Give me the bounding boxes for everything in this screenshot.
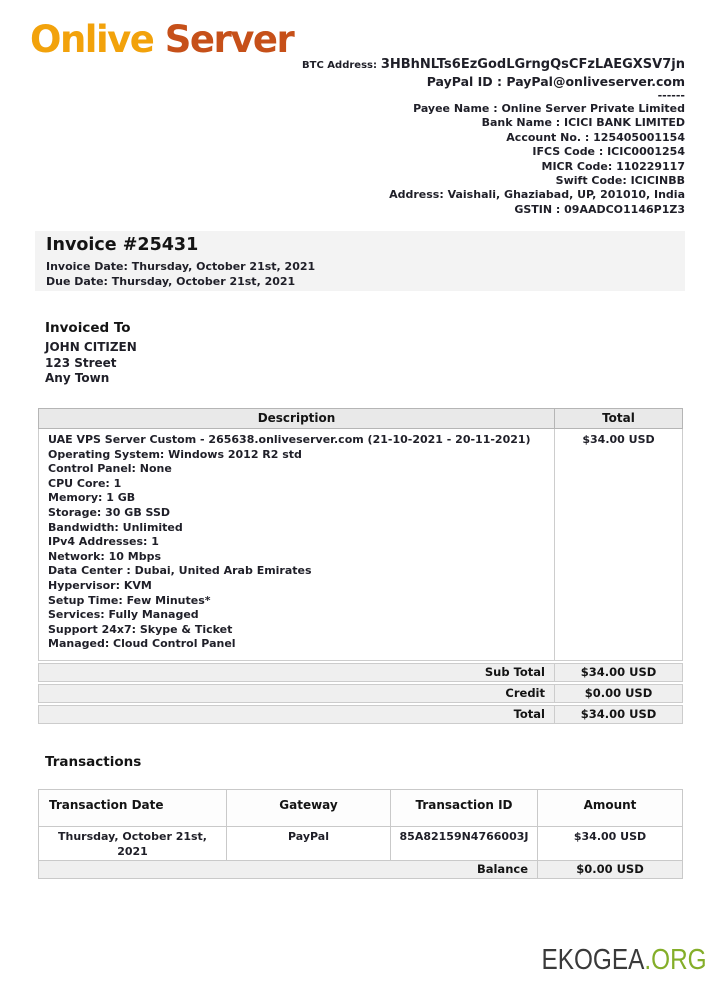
transaction-id-column-header: Transaction ID: [391, 790, 538, 826]
transaction-date-cell: Thursday, October 21st, 2021: [39, 827, 227, 860]
ifcs-code-line: IFCS Code : ICIC0001254: [532, 145, 685, 159]
ekogea-footer-logo: [542, 944, 707, 977]
gstin-line: GSTIN : 09AADCO1146P1Z3: [514, 202, 685, 216]
bank-name-line: Bank Name : ICICI BANK LIMITED: [481, 116, 685, 130]
due-date: Due Date: Thursday, October 21st, 2021: [46, 275, 296, 288]
client-name: JOHN CITIZEN: [45, 340, 137, 354]
items-table-header: [38, 408, 683, 429]
transaction-amount-cell: $34.00 USD: [573, 830, 647, 843]
amount-column-header: Amount: [583, 798, 637, 812]
payment-details-block: [302, 57, 685, 217]
swift-code-line: Swift Code: ICICINBB: [555, 174, 685, 188]
item-line-datacenter: Data Center : Dubai, United Arab Emirates: [48, 564, 312, 578]
item-total-cell: $34.00 USD: [582, 433, 655, 446]
paypal-id-line: PayPal ID : PayPal@onliveserver.com: [426, 74, 685, 89]
invoice-item-row: [38, 429, 683, 661]
subtotal-row: [38, 663, 683, 682]
balance-row: [38, 861, 683, 879]
balance-value: $0.00 USD: [576, 862, 644, 876]
invoice-date: Invoice Date: Thursday, October 21st, 2021: [46, 260, 316, 273]
item-line-bandwidth: Bandwidth: Unlimited: [48, 520, 183, 534]
invoiced-to-block: [45, 320, 137, 387]
micr-code-line: MICR Code: 110229117: [541, 159, 685, 173]
credit-value: $0.00 USD: [584, 685, 653, 700]
item-line-hypervisor: Hypervisor: KVM: [48, 578, 152, 592]
btc-address-value: 3HBhNLTs6EzGodLGrngQsCFzLAEGXSV7jn: [380, 57, 685, 72]
item-line-services: Services: Fully Managed: [48, 608, 199, 622]
description-column-header: Description: [39, 409, 555, 428]
item-line-network: Network: 10 Mbps: [48, 549, 161, 563]
items-table: [38, 408, 683, 724]
transactions-table-header: [38, 789, 683, 827]
btc-address-label: BTC Address:: [302, 60, 377, 71]
item-line-cpu: CPU Core: 1: [48, 476, 122, 490]
logo-text-server: Server: [164, 18, 294, 61]
transactions-heading: Transactions: [45, 754, 142, 770]
item-line-memory: Memory: 1 GB: [48, 491, 136, 505]
btc-address-line: [302, 57, 685, 74]
subtotal-label: Sub Total: [39, 664, 555, 681]
transaction-date-column-header: Transaction Date: [39, 790, 227, 826]
invoiced-to-heading: Invoiced To: [45, 320, 131, 336]
item-line-os: Operating System: Windows 2012 R2 std: [48, 447, 302, 461]
total-value: $34.00 USD: [580, 706, 657, 721]
transaction-row: [38, 827, 683, 861]
invoice-number-title: Invoice #25431: [46, 235, 199, 255]
item-line-control-panel: Control Panel: None: [48, 462, 172, 476]
transactions-table: [38, 789, 683, 879]
item-line-storage: Storage: 30 GB SSD: [48, 505, 171, 519]
transaction-gateway-cell: PayPal: [227, 827, 391, 860]
item-line-support: Support 24x7: Skype & Ticket: [48, 622, 233, 636]
logo-space: [153, 18, 164, 61]
logo-text-onlive: Onlive: [30, 18, 154, 61]
dashed-divider: ------: [657, 89, 685, 102]
credit-label: Credit: [39, 685, 555, 702]
item-line-ipv4: IPv4 Addresses: 1: [48, 535, 159, 549]
transaction-id-cell: 85A82159N4766003J: [391, 827, 538, 860]
item-line-managed: Managed: Cloud Control Panel: [48, 637, 236, 651]
account-no-line: Account No. : 125405001154: [506, 130, 685, 144]
total-column-header: Total: [602, 411, 635, 425]
gateway-column-header: Gateway: [227, 790, 391, 826]
footer-brand-text: EKOGEA: [541, 944, 645, 976]
invoice-header-box: [35, 231, 685, 291]
client-address-line1: 123 Street: [45, 355, 117, 370]
payee-name-line: Payee Name : Online Server Private Limited: [413, 102, 685, 115]
client-address-line2: Any Town: [45, 371, 110, 385]
address-line: Address: Vaishali, Ghaziabad, UP, 201010, India: [389, 188, 685, 202]
total-label: Total: [39, 706, 555, 723]
onlive-server-logo: [30, 18, 293, 61]
total-row: [38, 705, 683, 724]
balance-label: Balance: [39, 861, 538, 878]
credit-row: [38, 684, 683, 703]
item-line-product: UAE VPS Server Custom - 265638.onliveserver.com (21-10-2021 - 20-11-2021): [48, 433, 531, 446]
footer-tld-text: .ORG: [644, 944, 707, 976]
item-line-setup-time: Setup Time: Few Minutes*: [48, 593, 211, 607]
item-description-cell: [39, 429, 555, 660]
subtotal-value: $34.00 USD: [580, 664, 657, 679]
